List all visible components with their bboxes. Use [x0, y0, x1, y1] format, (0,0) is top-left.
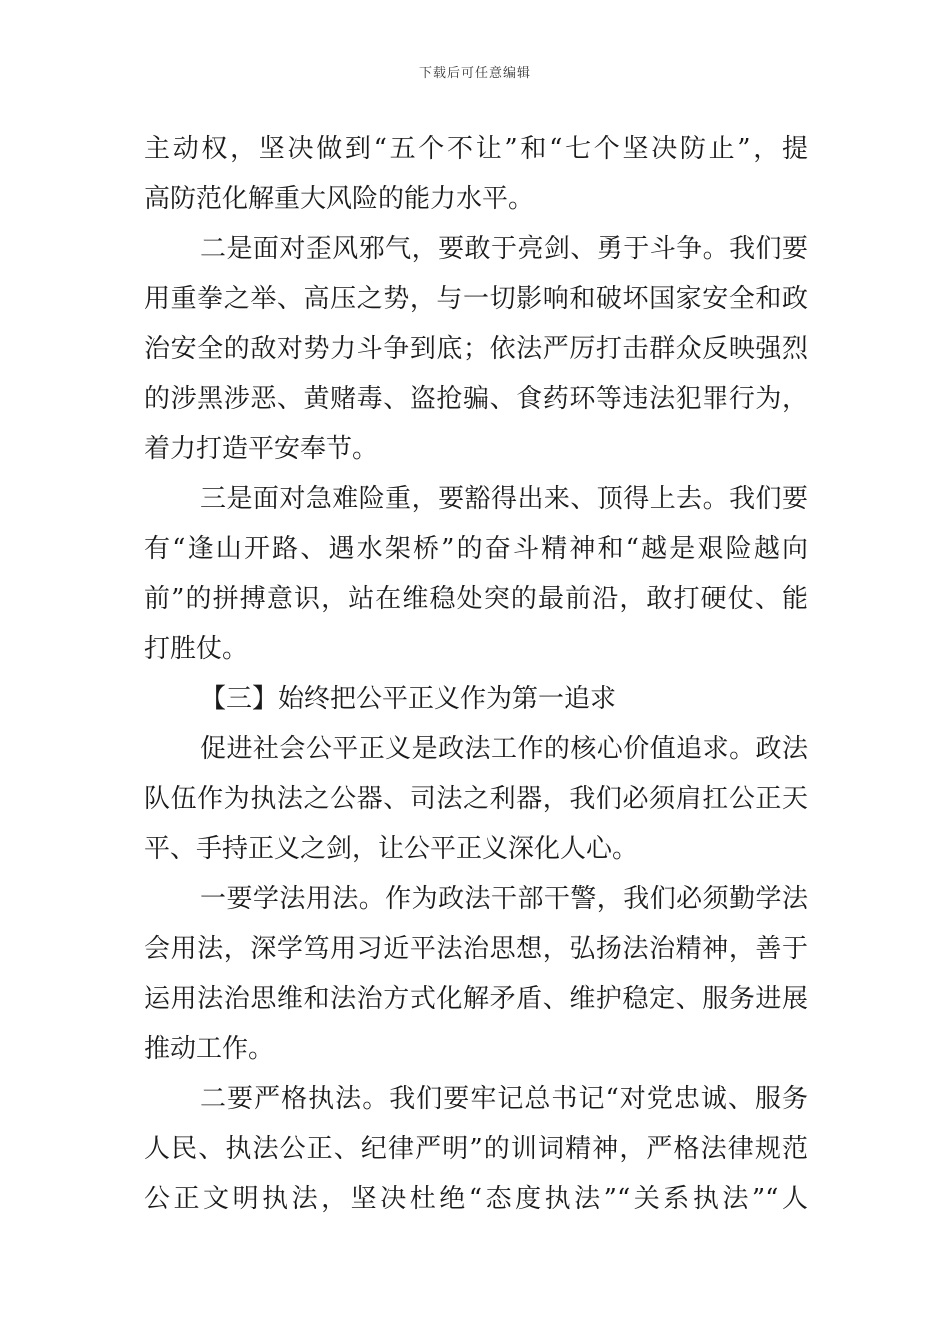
text-line: 【三】始终把公平正义作为第一追求 — [200, 684, 617, 714]
text-line: 前”的拼搏意识，站在维稳处突的最前沿，敢打硬仗、能 — [144, 584, 808, 614]
text-line: 会用法，深学笃用习近平法治思想，弘扬法治精神，善于 — [144, 934, 808, 964]
text-line: 二要严格执法。我们要牢记总书记“对党忠诚、服务 — [200, 1084, 808, 1114]
text-line: 二是面对歪风邪气，要敢于亮剑、勇于斗争。我们要 — [200, 234, 808, 264]
text-line: 人民、执法公正、纪律严明”的训词精神，严格法律规范 — [144, 1134, 808, 1164]
body-text — [144, 124, 808, 1224]
text-line: 高防范化解重大风险的能力水平。 — [144, 184, 535, 214]
text-line: 打胜仗。 — [144, 634, 249, 664]
text-line: 促进社会公平正义是政法工作的核心价值追求。政法 — [200, 734, 808, 764]
text-line: 三是面对急难险重，要豁得出来、顶得上去。我们要 — [200, 484, 808, 514]
text-line: 治安全的敌对势力斗争到底；依法严厉打击群众反映强烈 — [144, 334, 808, 364]
text-line: 用重拳之举、高压之势，与一切影响和破坏国家安全和政 — [144, 284, 808, 314]
text-line: 队伍作为执法之公器、司法之利器，我们必须肩扛公正天 — [144, 784, 808, 814]
text-line: 有“逢山开路、遇水架桥”的奋斗精神和“越是艰险越向 — [144, 534, 808, 564]
text-line: 推动工作。 — [144, 1034, 275, 1064]
text-line: 的涉黑涉恶、黄赌毒、盗抢骗、食药环等违法犯罪行为， — [144, 384, 808, 414]
text-line: 一要学法用法。作为政法干部干警，我们必须勤学法 — [200, 884, 808, 914]
text-line: 平、手持正义之剑，让公平正义深化人心。 — [144, 834, 639, 864]
download-note: 下载后可任意编辑 — [418, 66, 531, 81]
text-line: 着力打造平安奉节。 — [144, 434, 379, 464]
text-line: 公正文明执法，坚决杜绝“态度执法”“关系执法”“人 — [144, 1184, 808, 1214]
text-line: 主动权，坚决做到“五个不让”和“七个坚决防止”，提 — [144, 134, 808, 164]
text-line: 运用法治思维和法治方式化解矛盾、维护稳定、服务进展 — [144, 984, 808, 1014]
